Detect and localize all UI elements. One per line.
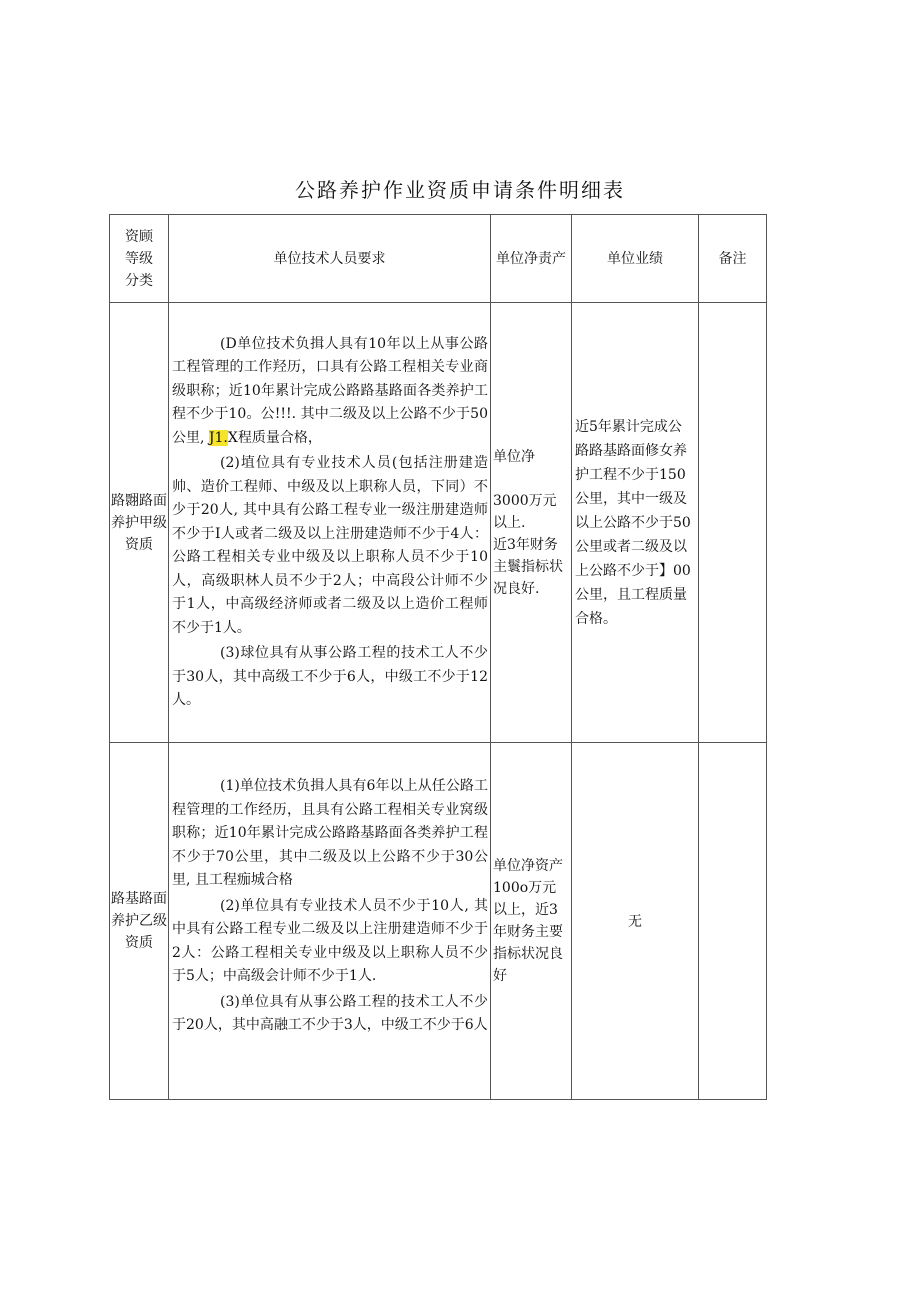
performance-cell	[572, 303, 699, 743]
tech-staff-cell	[169, 303, 491, 743]
tech-requirement-1-b: X程质量合格，	[227, 429, 322, 446]
tech-requirement-3: (3)球位具有从事公路工程的技术工人不少于30人，其中高级工不少于6人，中级工不少于12人。	[172, 645, 488, 708]
net-assets-text: 单位净资产100o万元以上，近3年财务主要指标状况良好	[493, 858, 563, 984]
net-assets-cell	[491, 303, 572, 743]
header-tech-staff: 单位技术人员要求	[169, 215, 491, 303]
remarks-cell	[699, 303, 767, 743]
tech-requirement-1	[172, 333, 488, 451]
header-grade-class	[110, 215, 169, 303]
tech-requirement-2: (2)单位具有专业技术人员不少于10人, 其中具有公路工程专业二级及以上注册建造师不少于2人：公路工程相关专业中级及以上职称人员不少于5人；中高级会计师不少于1人.	[172, 897, 488, 984]
grade-class-cell	[110, 303, 169, 743]
grade-class-text: 路基路面养护乙级资质	[111, 891, 167, 951]
header-remarks: 备注	[699, 215, 767, 303]
table-row	[110, 303, 767, 743]
performance-cell: 无	[572, 743, 699, 1100]
net-assets-cell	[491, 743, 572, 1100]
remarks-cell	[699, 743, 767, 1100]
tech-requirement-1: (1)单位技术负揖人具有6年以上从任公路工程管理的工作经历，且具有公路工程相关专业窝级职称；近10年累计完成公路路基路面各类养护工程不少于70公里，其中二级及以上公路不少于30公里, 且工程痂城合格	[172, 778, 488, 888]
net-assets-line-1: 单位净	[493, 448, 535, 465]
table-header-row	[110, 215, 767, 303]
performance-text: 近5年累计完成公路路基路面修女养护工程不少于150公里，其中一级及以上公路不少于50公里或者二级及以上公路不少于】00公里，且工程质量合格。	[575, 419, 691, 627]
page-title: 公路养护作业资质申请条件明细表	[295, 178, 625, 202]
tech-requirement-1-a: (D单位技术负揖人具有10年以上从事公路工程管理的工作羟历，口具有公路工程相关专业商级职称；近10年累计完成公路路基路面各类养护工程不少于10。公!!!. 其中二级及以上公路不少于50公里,	[172, 335, 488, 446]
tech-requirement-3: (3)单位具有从事公路工程的技术工人不少于20人，其中高融工不少于3人，中级工不少于6人	[172, 993, 488, 1033]
header-grade-class-text: 资顾等级分类	[125, 228, 153, 289]
header-net-assets: 单位净责产	[491, 215, 572, 303]
qualification-table	[109, 214, 767, 1100]
table-row	[110, 743, 767, 1100]
net-assets-line-2: 3000万元以上.	[493, 492, 557, 531]
tech-staff-cell	[169, 743, 491, 1100]
grade-class-text: 路翾路面养护甲级资质	[111, 492, 167, 553]
net-assets-line-3: 近3年财务主鬟指标状况良好.	[493, 536, 563, 597]
grade-class-cell	[110, 743, 169, 1100]
header-performance: 单位业绩	[572, 215, 699, 303]
highlighted-text: J1.	[208, 429, 228, 446]
tech-requirement-2: (2)埴位具有专业技术人员(包括注册建造帅、造价工程师、中级及以上职称人员，下同）不少于20人, 其中具有公路工程专业一级注册建造师不少于I人或者二级及以上注册建造师不少于4人：公路工程相关专业中级及以上职称人员不少于10人，高级职林人员不少于2人；中高段公计师不少于1人，中高级经济师或者二级及以上造价工程师不少于1人。	[172, 455, 488, 636]
